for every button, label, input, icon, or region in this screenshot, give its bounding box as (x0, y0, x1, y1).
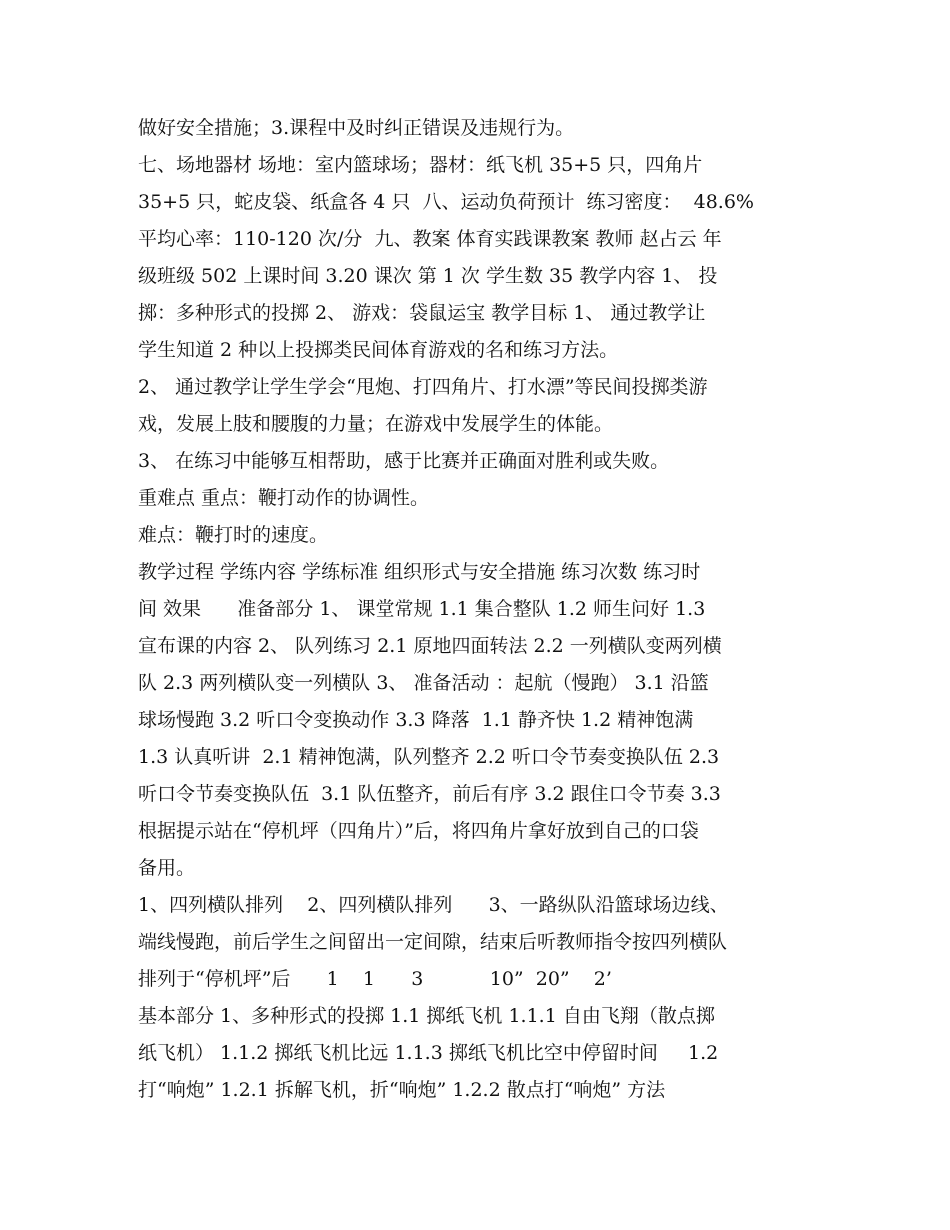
text-line: 平均心率：110-120 次/分 九、教案 体育实践课教案 教师 赵占云 年 (138, 228, 722, 250)
text-line: 戏，发展上肢和腰腹的力量；在游戏中发展学生的体能。 (138, 413, 614, 435)
text-line: 根据提示站在“停机坪（四角片）”后，将四角片拿好放到自己的口袋 (138, 820, 699, 842)
text-line: 备用。 (138, 857, 196, 879)
text-line: 1、四列横队排列 2、四列横队排列 3、一路纵队沿篮球场边线、 (138, 894, 729, 916)
text-line: 宣布课的内容 2、 队列练习 2.1 原地四面转法 2.2 一列横队变两列横 (138, 635, 722, 657)
text-line: 端线慢跑，前后学生之间留出一定间隙，结束后听教师指令按四列横队 (138, 931, 728, 953)
text-line: 队 2.3 两列横队变一列横队 3、 准备活动 ：起航（慢跑） 3.1 沿篮 (138, 672, 709, 694)
text-line: 1.3 认真听讲 2.1 精神饱满，队列整齐 2.2 听口令节奏变换队伍 2.3 (138, 746, 720, 768)
text-line: 纸飞机） 1.1.2 掷纸飞机比远 1.1.3 掷纸飞机比空中停留时间 1.2 (138, 1042, 719, 1064)
text-line: 排列于“停机坪”后 1 1 3 10” 20” 2’ (138, 968, 612, 990)
text-line: 难点：鞭打时的速度。 (138, 524, 329, 546)
body-text (138, 110, 828, 1109)
text-line: 间 效果 准备部分 1、 课堂常规 1.1 集合整队 1.2 师生问好 1.3 (138, 598, 706, 620)
text-line: 3、 在练习中能够互相帮助，感于比赛并正确面对胜利或失败。 (138, 450, 670, 472)
text-line: 2、 通过教学让学生学会“甩炮、打四角片、打水漂”等民间投掷类游 (138, 376, 708, 398)
text-line: 掷：多种形式的投掷 2、 游戏：袋鼠运宝 教学目标 1、 通过教学让 (138, 302, 706, 324)
text-line: 重难点 重点：鞭打动作的协调性。 (138, 487, 430, 509)
text-line: 七、场地器材 场地：室内篮球场；器材：纸飞机 35+5 只，四角片 (138, 154, 703, 176)
text-line: 基本部分 1、多种形式的投掷 1.1 掷纸飞机 1.1.1 自由飞翔（散点掷 (138, 1005, 715, 1027)
text-line: 打“响炮” 1.2.1 拆解飞机，折“响炮” 1.2.2 散点打“响炮” 方法 (138, 1079, 666, 1101)
text-line: 听口令节奏变换队伍 3.1 队伍整齐，前后有序 3.2 跟住口令节奏 3.3 (138, 783, 721, 805)
text-line: 球场慢跑 3.2 听口令变换动作 3.3 降落 1.1 静齐快 1.2 精神饱满 (138, 709, 694, 731)
text-line: 级班级 502 上课时间 3.20 课次 第 1 次 学生数 35 教学内容 1、 投 (138, 265, 718, 287)
text-line: 学生知道 2 种以上投掷类民间体育游戏的名和练习方法。 (138, 339, 619, 361)
text-line: 教学过程 学练内容 学练标准 组织形式与安全措施 练习次数 练习时 (138, 561, 701, 583)
text-line: 35+5 只，蛇皮袋、纸盒各 4 只 八、运动负荷预计 练习密度： 48.6% (138, 191, 754, 213)
text-line: 做好安全措施；3.课程中及时纠正错误及违规行为。 (138, 117, 575, 139)
